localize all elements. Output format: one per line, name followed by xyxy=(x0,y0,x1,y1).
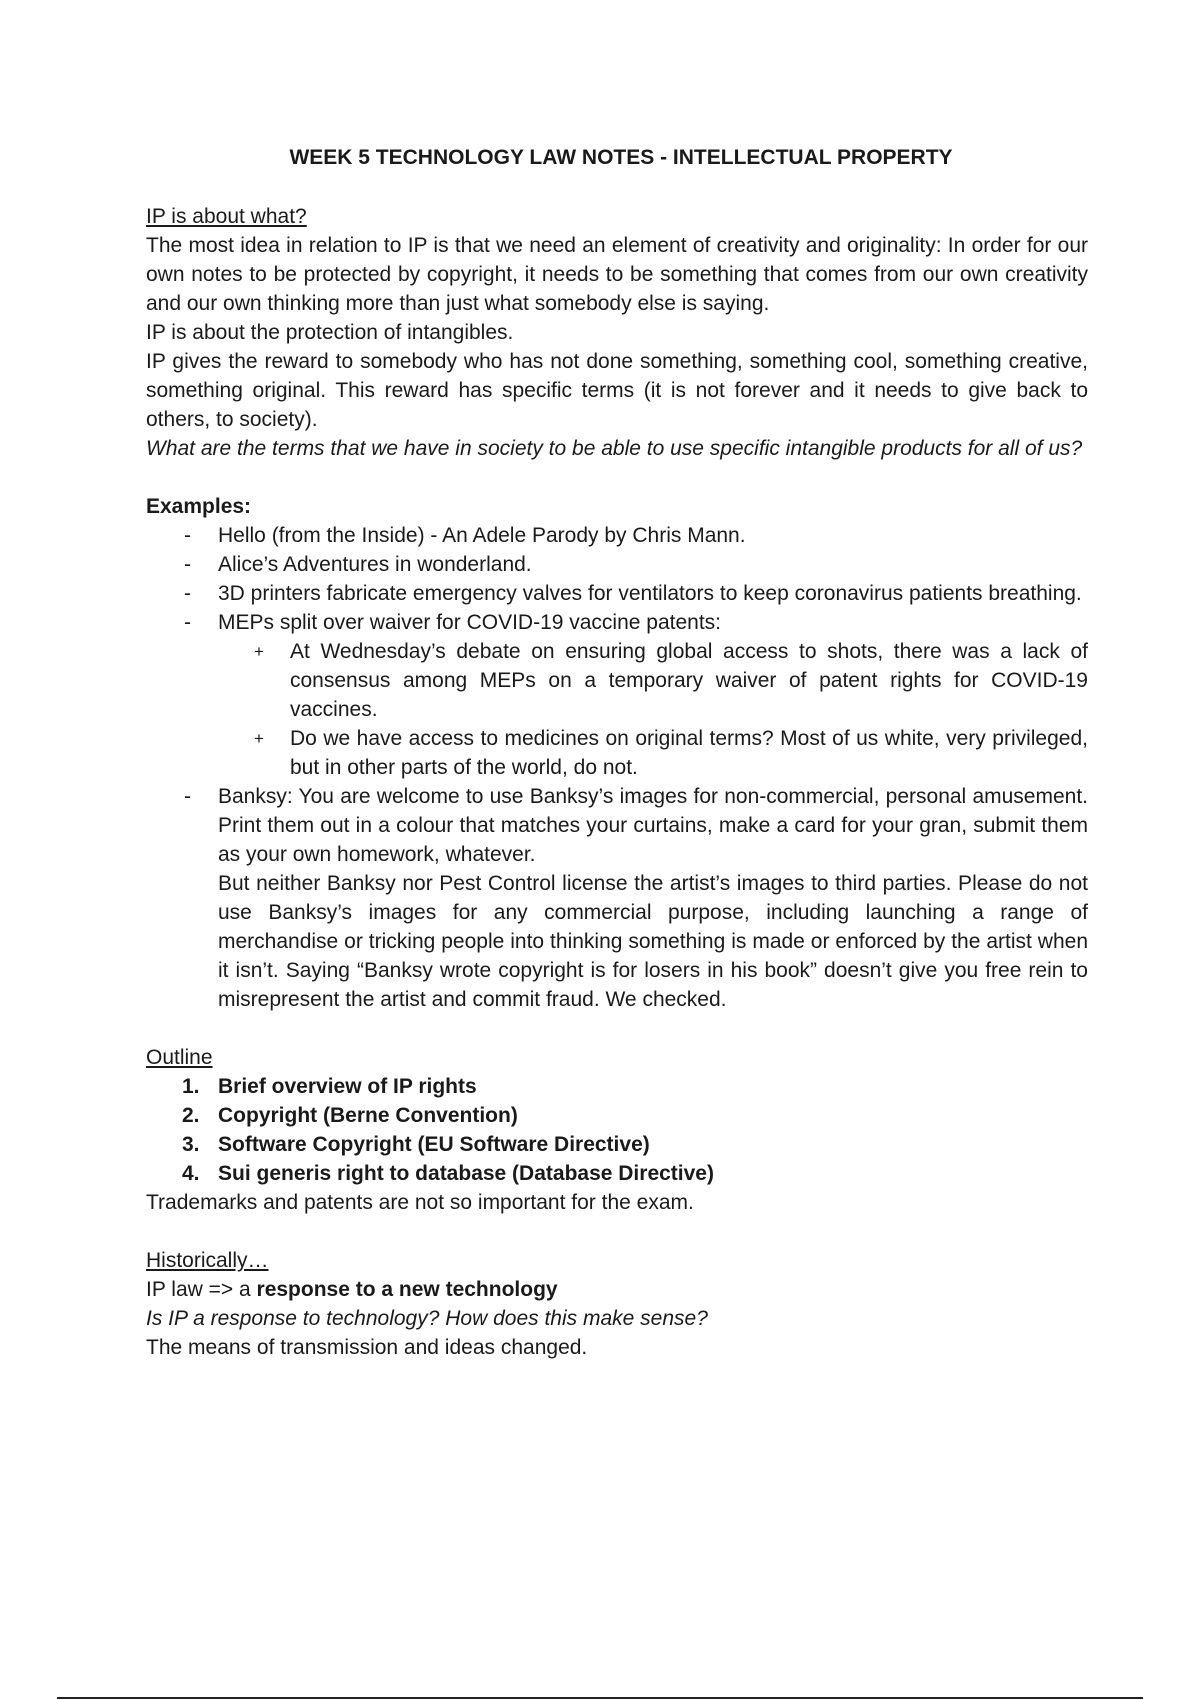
outline-item-text: Copyright (Berne Convention) xyxy=(218,1104,518,1127)
sub-list-item xyxy=(218,724,1088,782)
outline-item-text: Brief overview of IP rights xyxy=(218,1075,477,1098)
dash-bullet: - xyxy=(184,553,191,576)
list-item-text: 3D printers fabricate emergency valves for ventilators to keep coronavirus patients breathing. xyxy=(218,582,1082,605)
list-number: 1. xyxy=(182,1075,200,1098)
plus-bullet: + xyxy=(254,642,264,661)
list-item xyxy=(146,579,1088,608)
outline-item xyxy=(146,1159,1088,1188)
paragraph: The means of transmission and ideas changed. xyxy=(146,1336,588,1359)
question-paragraph: What are the terms that we have in society to be able to use specific intangible products for all of us? xyxy=(146,437,1083,460)
list-item xyxy=(146,521,1088,550)
section-heading-examples: Examples: xyxy=(146,495,252,518)
dash-bullet: - xyxy=(184,785,191,808)
list-item-text: Alice’s Adventures in wonderland. xyxy=(218,553,532,576)
list-number: 3. xyxy=(182,1133,200,1156)
dash-bullet: - xyxy=(184,524,191,547)
outline-item xyxy=(146,1072,1088,1101)
list-item xyxy=(146,782,1088,1014)
question-paragraph: Is IP a response to technology? How does this make sense? xyxy=(146,1307,708,1330)
list-item xyxy=(146,550,1088,579)
outline-item-text: Software Copyright (EU Software Directive) xyxy=(218,1133,650,1156)
paragraph: IP is about the protection of intangibles. xyxy=(146,321,514,344)
list-item-text: Hello (from the Inside) - An Adele Parody by Chris Mann. xyxy=(218,524,746,547)
spacer xyxy=(146,1217,1088,1246)
spacer xyxy=(146,463,1088,492)
examples-list xyxy=(146,521,1088,1014)
outline-item xyxy=(146,1101,1088,1130)
list-item-text: MEPs split over waiver for COVID-19 vaccine patents: xyxy=(218,611,722,634)
page-title: WEEK 5 TECHNOLOGY LAW NOTES - INTELLECTUAL PROPERTY xyxy=(289,146,953,169)
paragraph: IP gives the reward to somebody who has not done something, something cool, something creative, something original. This reward has specific terms (it is not forever and it needs to give back to others, to society). xyxy=(146,350,1088,431)
dash-bullet: - xyxy=(184,582,191,605)
dash-bullet: - xyxy=(184,611,191,634)
sub-list-item-text: At Wednesday’s debate on ensuring global access to shots, there was a lack of consensus among MEPs on a temporary waiver of patent rights for COVID-19 vaccines. xyxy=(290,640,1088,721)
section-heading-outline: Outline xyxy=(146,1046,213,1069)
plus-bullet: + xyxy=(254,729,264,748)
section-heading-historically: Historically… xyxy=(146,1249,269,1272)
list-item xyxy=(146,608,1088,782)
spacer xyxy=(146,1014,1088,1043)
paragraph: Trademarks and patents are not so important for the exam. xyxy=(146,1191,694,1214)
outline-item xyxy=(146,1130,1088,1159)
list-item-text: But neither Banksy nor Pest Control license the artist’s images to third parties. Please do not use Banksy’s images for any commercial purpose, including launching a range of merchandise or tricking people into thinking something is made or enforced by the artist when it isn’t. Saying “Banksy wrote copyright is for losers in his book” doesn’t give you free rein to misrepresent the artist and commit fraud. We checked. xyxy=(218,872,1088,1011)
paragraph: The most idea in relation to IP is that we need an element of creativity and originality: In order for our own notes to be protected by copyright, it needs to be something that comes from our own creativity and our own thinking more than just what somebody else is saying. xyxy=(146,234,1088,315)
line-prefix: IP law => a xyxy=(146,1278,257,1301)
sub-list-item-text: Do we have access to medicines on original terms? Most of us white, very privileged, but in other parts of the world, do not. xyxy=(290,727,1088,779)
footer-divider xyxy=(57,1697,1143,1699)
document-body xyxy=(146,143,1088,1362)
section-heading-ip-about: IP is about what? xyxy=(146,205,307,228)
outline-list xyxy=(146,1072,1088,1188)
emphasis-text: response to a new technology xyxy=(256,1278,558,1301)
sub-list xyxy=(218,637,1088,782)
list-number: 2. xyxy=(182,1104,200,1127)
paragraph xyxy=(146,1275,1088,1304)
list-item-text: Banksy: You are welcome to use Banksy’s images for non-commercial, personal amusement. Print them out in a colour that matches your curtains, make a card for your gran, submit them as your own homework, whatever. xyxy=(218,785,1088,866)
outline-item-text: Sui generis right to database (Database Directive) xyxy=(218,1162,714,1185)
sub-list-item xyxy=(218,637,1088,724)
list-number: 4. xyxy=(182,1162,200,1185)
